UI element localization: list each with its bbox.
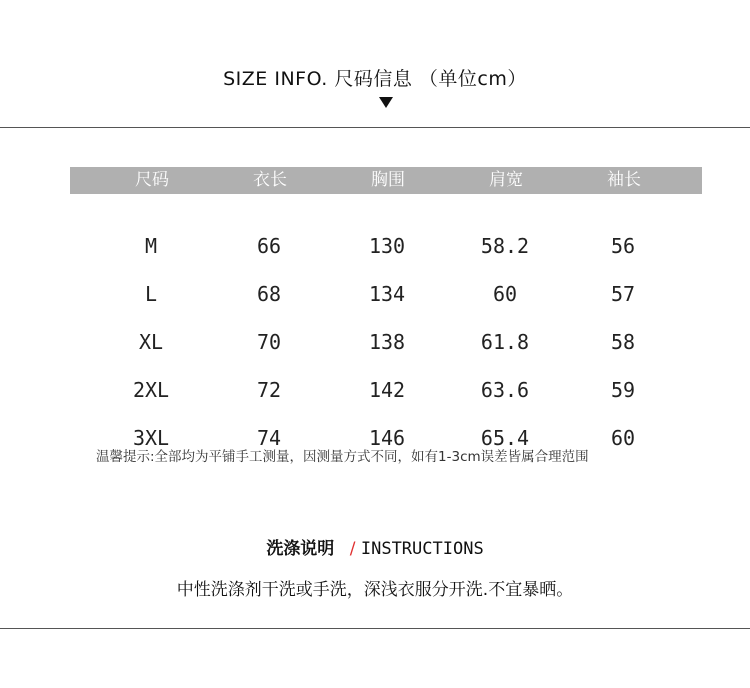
header-chest: 胸围	[371, 170, 405, 190]
wash-title-en: INSTRUCTIONS	[360, 539, 484, 559]
cell-length: 70	[256, 330, 282, 354]
wash-title-zh: 洗涤说明	[266, 539, 335, 559]
top-divider	[0, 127, 750, 128]
cell-length: 74	[256, 426, 282, 450]
cell-size: 2XL	[132, 378, 170, 402]
size-table-header	[70, 167, 702, 194]
wash-instruction-text: 中性洗涤剂干洗或手洗，深浅衣服分开洗.不宜暴晒。	[176, 580, 574, 600]
cell-chest: 130	[368, 234, 406, 258]
wash-slash: /	[349, 539, 356, 559]
header-sleeve: 袖长	[607, 170, 641, 190]
cell-size: L	[144, 282, 158, 306]
cell-chest: 142	[368, 378, 406, 402]
down-arrow-icon	[379, 97, 393, 108]
cell-sleeve: 58	[610, 330, 636, 354]
cell-sleeve: 57	[610, 282, 636, 306]
cell-shoulder: 60	[492, 282, 518, 306]
size-table-body	[0, 222, 750, 462]
cell-chest: 146	[368, 426, 406, 450]
cell-shoulder: 61.8	[480, 330, 530, 354]
cell-chest: 138	[368, 330, 406, 354]
table-row	[0, 222, 750, 270]
table-row	[0, 270, 750, 318]
bottom-divider	[0, 628, 750, 629]
header-length: 衣长	[253, 170, 287, 190]
page-title: SIZE INFO. 尺码信息 （单位cm）	[223, 68, 527, 90]
cell-size: M	[144, 234, 158, 258]
table-row	[0, 318, 750, 366]
cell-shoulder: 65.4	[480, 426, 530, 450]
header-shoulder: 肩宽	[489, 170, 523, 190]
cell-size: 3XL	[132, 426, 170, 450]
header-size: 尺码	[135, 170, 169, 190]
cell-shoulder: 58.2	[480, 234, 530, 258]
cell-sleeve: 59	[610, 378, 636, 402]
cell-chest: 134	[368, 282, 406, 306]
measurement-note: 温馨提示:全部均为平铺手工测量，因测量方式不同，如有1-3cm误差皆属合理范围	[96, 449, 589, 465]
table-row	[0, 366, 750, 414]
cell-length: 72	[256, 378, 282, 402]
wash-heading	[0, 534, 750, 559]
cell-length: 68	[256, 282, 282, 306]
cell-length: 66	[256, 234, 282, 258]
cell-size: XL	[138, 330, 164, 354]
cell-sleeve: 60	[610, 426, 636, 450]
cell-shoulder: 63.6	[480, 378, 530, 402]
cell-sleeve: 56	[610, 234, 636, 258]
